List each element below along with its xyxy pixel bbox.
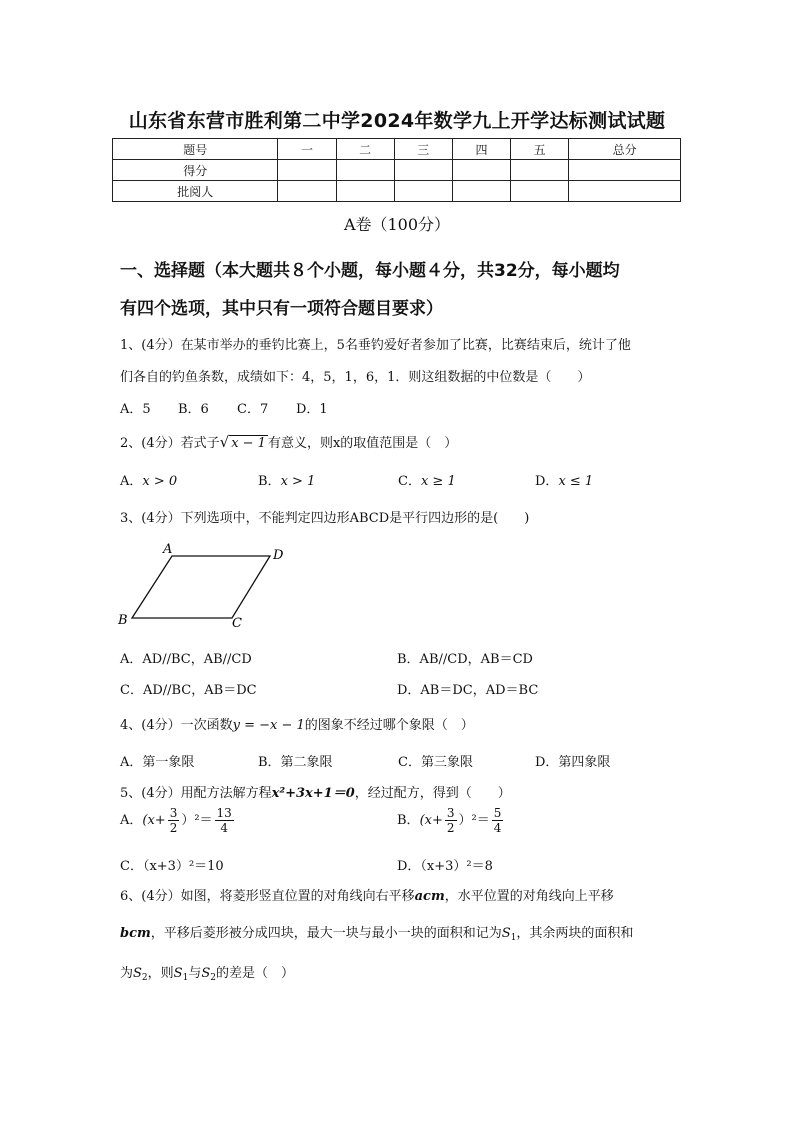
score-table bbox=[112, 138, 681, 202]
score-cell bbox=[394, 160, 452, 181]
q3-option-c: C．AD//BC，AB＝DC bbox=[120, 683, 257, 698]
q3-option-a: A．AD//BC，AB//CD bbox=[120, 652, 252, 667]
q1-option-a: A．5 bbox=[120, 402, 151, 417]
header-cell: 四 bbox=[452, 139, 510, 160]
q4-stem: 4、(4分）一次函数y = −x − 1的图象不经过哪个象限（ ） bbox=[120, 718, 474, 733]
q2-stem: 2、(4分）若式子√ x − 1 有意义，则x的取值范围是（ ） bbox=[120, 433, 458, 451]
q2-option-a: A．x > 0 bbox=[120, 474, 178, 489]
exam-title: 山东省东营市胜利第二中学2024年数学九上开学达标测试试题 bbox=[128, 110, 666, 132]
score-cell bbox=[511, 160, 569, 181]
score-row bbox=[113, 160, 681, 181]
q3-option-b: B．AB//CD，AB＝CD bbox=[397, 652, 533, 667]
score-cell bbox=[569, 160, 681, 181]
section-a-heading: A卷（100分） bbox=[343, 215, 451, 234]
q4-option-b: B．第二象限 bbox=[258, 755, 333, 770]
grader-cell bbox=[394, 181, 452, 202]
part1-heading-line1: 一、选择题（本大题共８个小题，每小题４分，共32分，每小题均 bbox=[120, 261, 620, 281]
vertex-label-d: D bbox=[273, 548, 284, 563]
q1-stem-line2: 们各自的钓鱼条数，成绩如下：4，5，1，6，1．则这组数据的中位数是（ ） bbox=[120, 370, 591, 385]
parallelogram-shape bbox=[132, 556, 270, 618]
q1-option-b: B．6 bbox=[178, 402, 209, 417]
grader-cell bbox=[278, 181, 336, 202]
vertex-label-b: B bbox=[118, 613, 128, 628]
header-cell: 总分 bbox=[569, 139, 681, 160]
q5-option-a: A．(x+ $\frac{3}{2}$ ）²＝ $\frac{13}{4}$ bbox=[120, 806, 232, 835]
grader-cell bbox=[569, 181, 681, 202]
q1-option-d: D．1 bbox=[296, 402, 328, 417]
score-cell bbox=[278, 160, 336, 181]
q2-radicand: x − 1 bbox=[231, 436, 266, 451]
q2-option-d: D．x ≤ 1 bbox=[535, 474, 594, 489]
q5-equation: x²+3x+1＝0 bbox=[271, 786, 355, 801]
header-cell: 一 bbox=[278, 139, 336, 160]
q6-stem-line1: 6、(4分）如图，将菱形竖直位置的对角线向右平移acm，水平位置的对角线向上平移 bbox=[120, 889, 614, 904]
q3-option-d: D．AB＝DC，AD＝BC bbox=[397, 683, 539, 698]
q5-option-d: D．（x+3）²＝8 bbox=[397, 859, 493, 874]
grader-cell bbox=[336, 181, 394, 202]
q5-stem: 5、(4分）用配方法解方程x²+3x+1＝0，经过配方，得到（ ） bbox=[120, 786, 511, 801]
score-cell bbox=[452, 160, 510, 181]
q2-option-c: C．x ≥ 1 bbox=[398, 474, 456, 489]
row-label: 批阅人 bbox=[113, 181, 278, 202]
grader-row bbox=[113, 181, 681, 202]
score-cell bbox=[336, 160, 394, 181]
q4-option-c: C．第三象限 bbox=[398, 755, 473, 770]
q2-option-b: B．x > 1 bbox=[258, 474, 316, 489]
vertex-label-c: C bbox=[232, 616, 242, 630]
header-cell: 题号 bbox=[113, 139, 278, 160]
score-table-header-row bbox=[113, 139, 681, 160]
vertex-label-a: A bbox=[163, 542, 173, 557]
q5-option-c: C．（x+3）²＝10 bbox=[120, 859, 224, 874]
q1-stem-line1: 1、(4分）在某市举办的垂钓比赛上，5名垂钓爱好者参加了比赛，比赛结束后，统计了他 bbox=[120, 338, 631, 353]
part1-heading-line2: 有四个选项，其中只有一项符合题目要求） bbox=[120, 299, 443, 319]
q2-stem-prefix: 2、(4分）若式子 bbox=[120, 436, 220, 451]
q6-stem-line2: bcm，平移后菱形被分成四块，最大一块与最小一块的面积和记为$S_1$，其余两块的面积和 bbox=[120, 926, 634, 943]
parallelogram-figure bbox=[112, 538, 302, 630]
q5-option-b: B．(x+ $\frac{3}{2}$ ）²＝ $\frac{5}{4}$ bbox=[397, 806, 502, 835]
q4-option-a: A．第一象限 bbox=[120, 755, 195, 770]
q4-option-d: D．第四象限 bbox=[535, 755, 611, 770]
q4-function: y = −x − 1 bbox=[232, 718, 305, 733]
grader-cell bbox=[511, 181, 569, 202]
q1-option-c: C．7 bbox=[237, 402, 269, 417]
q2-stem-suffix: 有意义，则x的取值范围是（ ） bbox=[267, 436, 458, 451]
q6-stem-line3: 为$S_2$，则$S_1$与$S_2$的差是（ ） bbox=[120, 966, 294, 983]
grader-cell bbox=[452, 181, 510, 202]
header-cell: 二 bbox=[336, 139, 394, 160]
header-cell: 三 bbox=[394, 139, 452, 160]
q3-stem: 3、(4分）下列选项中，不能判定四边形ABCD是平行四边形的是( ) bbox=[120, 511, 530, 526]
header-cell: 五 bbox=[511, 139, 569, 160]
row-label: 得分 bbox=[113, 160, 278, 181]
